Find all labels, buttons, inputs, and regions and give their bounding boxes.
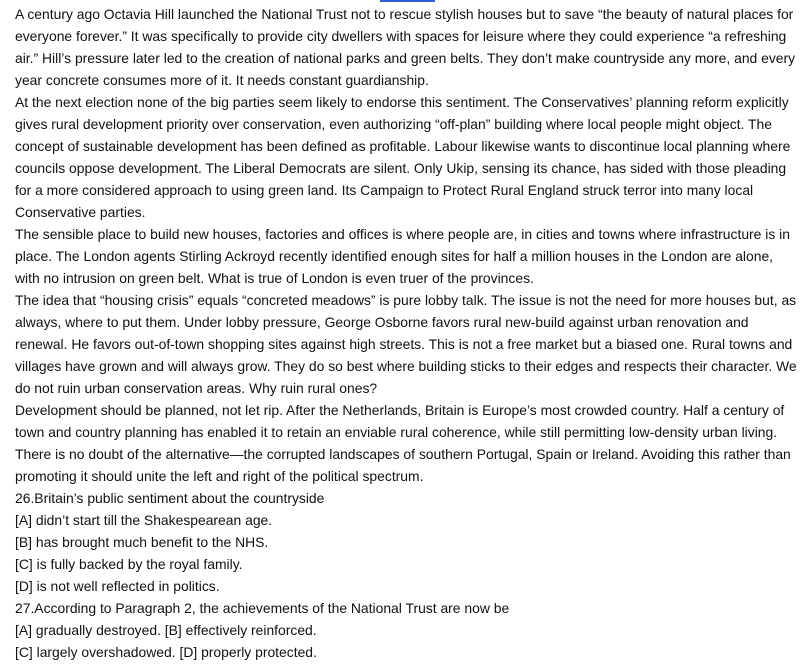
article-document: [15, 3, 801, 663]
paragraph-3: The sensible place to build new houses, factories and offices is where people are, in cities and towns where infrastructure is in place. The London agents Stirling Ackroyd recently identified enough sites for half a million houses in the London are alone, with no intrusion on green belt. What is true of London is even truer of the provinces.: [15, 226, 790, 286]
question-26-option-c: [C] is fully backed by the royal family.: [15, 556, 243, 572]
question-26-option-b: [B] has brought much benefit to the NHS.: [15, 534, 269, 550]
question-27-stem: 27.According to Paragraph 2, the achievements of the National Trust are now be: [15, 600, 510, 616]
paragraph-4: The idea that “housing crisis” equals “concreted meadows” is pure lobby talk. The issue is not the need for more houses but, as always, where to put them. Under lobby pressure, George Osborne favors rural new-build against urban renovation and renewal. He favors out-of-town shopping sites against high streets. This is not a free market but a biased one. Rural towns and villages have grown and will always grow. They do so best where building sticks to their edges and respects their character. We do not ruin urban conservation areas. Why ruin rural ones?: [15, 292, 797, 396]
question-26-option-d: [D] is not well reflected in politics.: [15, 578, 220, 594]
paragraph-1: A century ago Octavia Hill launched the National Trust not to rescue stylish houses but to save “the beauty of natural places for everyone forever.” It was specifically to provide city dwellers with spaces for leisure where they could experience “a refreshing air.” Hill’s pressure later led to the creation of national parks and green belts. They don’t make countryside any more, and every year concrete consumes more of it. It needs constant guardianship.: [15, 6, 796, 88]
paragraph-2: At the next election none of the big parties seem likely to endorse this sentiment. The Conservatives’ planning reform explicitly gives rural development priority over conservation, even authorizing “off-plan” building where local people might object. The concept of sustainable development has been defined as profitable. Labour likewise wants to discontinue local planning where councils oppose development. The Liberal Democrats are silent. Only Ukip, sensing its chance, has sided with those pleading for a more considered approach to using green land. Its Campaign to Protect Rural England struck terror into many local Conservative parties.: [15, 94, 791, 220]
question-26-stem: 26.Britain’s public sentiment about the countryside: [15, 490, 325, 506]
question-26-option-a: [A] didn’t start till the Shakespearean age.: [15, 512, 273, 528]
link-underline-fragment[interactable]: [380, 0, 435, 2]
question-27-options-line-2: [C] largely overshadowed. [D] properly protected.: [15, 644, 317, 660]
paragraph-5: Development should be planned, not let rip. After the Netherlands, Britain is Europe’s most crowded country. Half a century of town and country planning has enabled it to retain an enviable rural coherence, while still permitting low-density urban living. There is no doubt of the alternative—the corrupted landscapes of southern Portugal, Spain or Ireland. Avoiding this rather than promoting it should unite the left and right of the political spectrum.: [15, 402, 791, 484]
question-27-options-line-1: [A] gradually destroyed. [B] effectively reinforced.: [15, 622, 317, 638]
